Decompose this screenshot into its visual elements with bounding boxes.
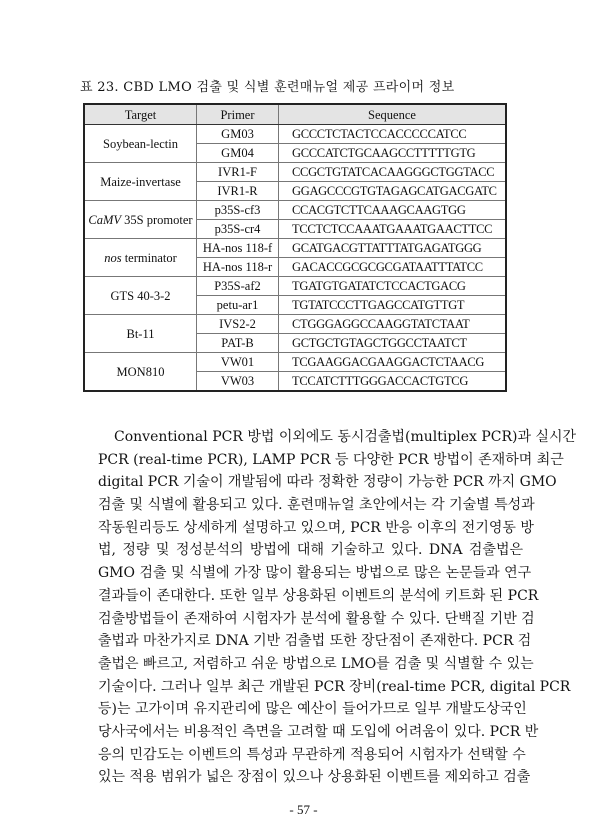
- primer-cell: P35S-af2: [197, 277, 279, 296]
- paragraph-line: GMO 검출 및 식별에 가장 많이 활용되는 방법으로 많은 논문들과 연구: [98, 565, 532, 582]
- sequence-cell: GCTGCTGTAGCTGGCCTAATCT: [279, 334, 507, 353]
- table-row: [84, 239, 506, 258]
- paragraph-line: 출법은 빠르고, 저렴하고 쉬운 방법으로 LMO를 검출 및 식별할 수 있는: [98, 655, 534, 672]
- sequence-cell: CCGCTGTATCACAAGGGCTGGTACC: [279, 163, 507, 182]
- paragraph-line: PCR (real-time PCR), LAMP PCR 등 다양한 PCR 방법이 존재하며 최근: [98, 451, 564, 468]
- header-sequence: Sequence: [279, 104, 507, 125]
- sequence-cell: CTGGGAGGCCAAGGTATCTAAT: [279, 315, 507, 334]
- primer-cell: HA-nos 118-f: [197, 239, 279, 258]
- paragraph-line: 기술이다. 그러나 일부 최근 개발된 PCR 장비(real-time PCR, digital PCR: [98, 678, 571, 695]
- table-row: [84, 125, 506, 144]
- target-label: MON810: [116, 364, 165, 379]
- paragraph-line: digital PCR 기술이 개발됨에 따라 정확한 정량이 가능한 PCR 까지 GMO: [98, 474, 557, 491]
- sequence-cell: GACACCGCGCGCGATAATTTATCC: [279, 258, 507, 277]
- primer-cell: IVR1-R: [197, 182, 279, 201]
- target-label: Soybean-lectin: [103, 136, 178, 151]
- primer-cell: HA-nos 118-r: [197, 258, 279, 277]
- primer-table: [83, 103, 507, 392]
- table-row: [84, 163, 506, 182]
- table-row: [84, 353, 506, 372]
- sequence-cell: GCATGACGTTATTTATGAGATGGG: [279, 239, 507, 258]
- paragraph-line: 있는 적용 범위가 넓은 장점이 있으나 상용화된 이벤트를 제외하고 검출: [98, 769, 531, 786]
- target-cell: [84, 125, 197, 163]
- body-paragraph: [98, 426, 577, 789]
- sequence-cell: GCCCATCTGCAAGCCTTTTTGTG: [279, 144, 507, 163]
- table-row: [84, 201, 506, 220]
- sequence-cell: TCCTCTCCAAATGAAATGAACTTCC: [279, 220, 507, 239]
- primer-cell: VW01: [197, 353, 279, 372]
- page-number: - 57 -: [289, 802, 318, 817]
- target-label: GTS 40-3-2: [110, 288, 171, 303]
- target-cell: [84, 277, 197, 315]
- table-row: [84, 315, 506, 334]
- table-header-row: [84, 104, 506, 125]
- paragraph-line: 검출방법들이 존재하여 시험자가 분석에 활용할 수 있다. 단백질 기반 검: [98, 610, 535, 627]
- target-cell: [84, 315, 197, 353]
- primer-cell: GM03: [197, 125, 279, 144]
- target-label: Bt-11: [126, 326, 155, 341]
- primer-cell: IVS2-2: [197, 315, 279, 334]
- sequence-cell: TGTATCCCTTGAGCCATGTTGT: [279, 296, 507, 315]
- target-italic: nos: [104, 250, 122, 265]
- primer-cell: p35S-cf3: [197, 201, 279, 220]
- paragraph-line: Conventional PCR 방법 이외에도 동시검출법(multiplex PCR)과 실시간: [114, 429, 577, 445]
- sequence-cell: GCCCTCTACTCCACCCCCATCC: [279, 125, 507, 144]
- header-primer: Primer: [197, 104, 279, 125]
- header-target: Target: [84, 104, 197, 125]
- target-cell: [84, 239, 197, 277]
- target-label: Maize-invertase: [100, 174, 181, 189]
- target-cell: [84, 163, 197, 201]
- target-cell: [84, 353, 197, 392]
- table-caption: 표 23. CBD LMO 검출 및 식별 훈련매뉴얼 제공 프라이머 정보: [80, 80, 455, 95]
- target-label: 35S promoter: [124, 212, 193, 227]
- table-row: [84, 277, 506, 296]
- paragraph-line: 등)는 고가이며 유지관리에 많은 예산이 들어가므로 일부 개발도상국인: [98, 701, 527, 718]
- paragraph-line: 응의 민감도는 이벤트의 특성과 무관하게 적용되어 시험자가 선택할 수: [98, 746, 526, 763]
- paragraph-line: 작동원리등도 상세하게 설명하고 있으며, PCR 반응 이후의 전기영동 방: [98, 519, 534, 536]
- primer-cell: p35S-cr4: [197, 220, 279, 239]
- sequence-cell: TCGAAGGACGAAGGACTCTAACG: [279, 353, 507, 372]
- target-label: terminator: [124, 250, 177, 265]
- paragraph-line: 검출 및 식별에 활용되고 있다. 훈련매뉴얼 초안에서는 각 기술별 특성과: [98, 497, 535, 514]
- sequence-cell: TCCATCTTTGGGACCACTGTCG: [279, 372, 507, 392]
- primer-cell: PAT-B: [197, 334, 279, 353]
- paragraph-line: 결과들이 존대한다. 또한 일부 상용화된 이벤트의 분석에 키트화 된 PCR: [98, 587, 539, 604]
- primer-cell: petu-ar1: [197, 296, 279, 315]
- paragraph-line: 출법과 마찬가지로 DNA 기반 검출법 또한 장단점이 존재한다. PCR 검: [98, 633, 532, 650]
- paragraph-line: 당사국에서는 비용적인 측면을 고려할 때 도입에 어려움이 있다. PCR 반: [98, 723, 539, 740]
- target-italic: CaMV: [88, 212, 122, 227]
- target-cell: [84, 201, 197, 239]
- paragraph-line: 법, 정량 및 정성분석의 방법에 대해 기술하고 있다. DNA 검출법은: [98, 542, 523, 559]
- sequence-cell: GGAGCCCGTGTAGAGCATGACGATC: [279, 182, 507, 201]
- sequence-cell: TGATGTGATATCTCCACTGACG: [279, 277, 507, 296]
- sequence-cell: CCACGTCTTCAAAGCAAGTGG: [279, 201, 507, 220]
- primer-cell: IVR1-F: [197, 163, 279, 182]
- primer-cell: VW03: [197, 372, 279, 392]
- primer-cell: GM04: [197, 144, 279, 163]
